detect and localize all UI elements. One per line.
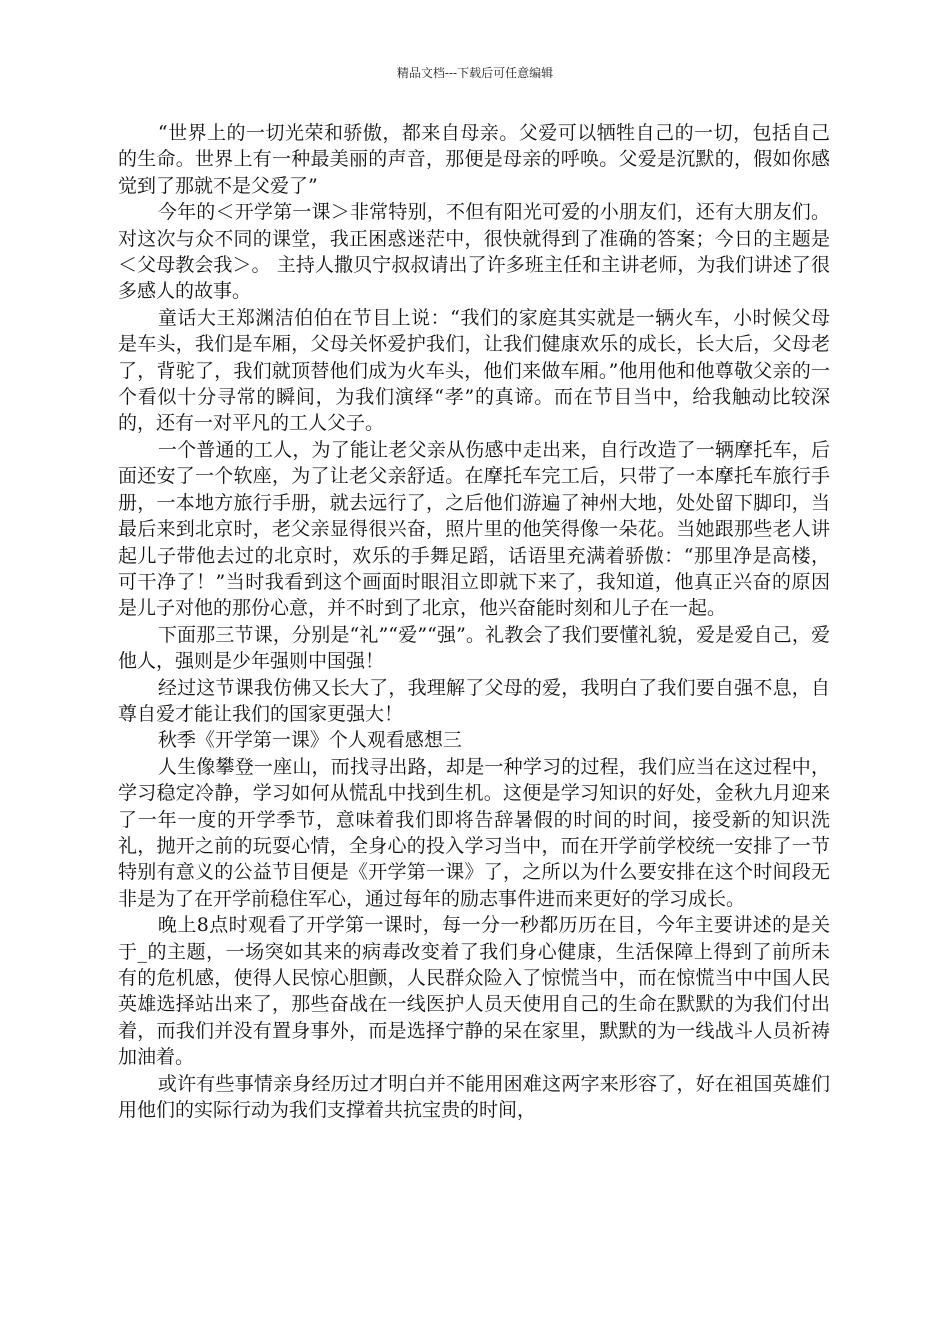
- paragraph-1: “世界上的一切光荣和骄傲，都来自母亲。父爱可以牺牲自己的一切，包括自己的生命。世界上有一种最美丽的声音，那便是母亲的呼唤。父爱是沉默的，假如你感觉到了那就不是父爱了”: [118, 122, 830, 197]
- paragraph-5: 下面那三节课，分别是“礼”“爱”“强”。礼教会了我们要懂礼貌，爱是爱自己，爱他人，强则是少年强则中国强！: [118, 623, 830, 673]
- paragraph-4: 一个普通的工人，为了能让老父亲从伤感中走出来，自行改造了一辆摩托车，后面还安了一个软座，为了让老父亲舒适。在摩托车完工后，只带了一本摩托车旅行手册，一本地方旅行手册，就去远行了，之后他们游遍了神州大地，处处留下脚印，当最后来到北京时，老父亲显得很兴奋，照片里的他笑得像一朵花。当她跟那些老人讲起儿子带他去过的北京时，欢乐的手舞足蹈，话语里充满着骄傲：“那里净是高楼，可干净了！”当时我看到这个画面时眼泪立即就下来了，我知道，他真正兴奋的原因是儿子对他的那份心意，并不时到了北京，他兴奋能时刻和儿子在一起。: [118, 438, 830, 620]
- paragraph-8: 晚上8点时观看了开学第一课时，每一分一秒都历历在目，今年主要讲述的是关于_的主题，一场突如其来的病毒改变着了我们身心健康，生活保障上得到了前所未有的危机感，使得人民惊心胆颤，人民群众险入了惊慌当中，而在惊慌当中中国人民英雄选择站出来了，那些奋战在一线医护人员天使用自己的生命在默默的为我们付出着，而我们并没有置身事外，而是选择宁静的呆在家里，默默的为一线战斗人员祈祷加油着。: [118, 914, 830, 1069]
- paragraph-9: 或许有些事情亲身经历过才明白并不能用困难这两字来形容了，好在祖国英雄们用他们的实际行动为我们支撑着共抗宝贵的时间，: [118, 1072, 830, 1122]
- paragraph-2: 今年的＜开学第一课＞非常特别，不但有阳光可爱的小朋友们，还有大朋友们。对这次与众不同的课堂，我正困惑迷茫中，很快就得到了准确的答案；今日的主题是＜父母教会我＞。 主持人撒贝宁叔叔请出了许多班主任和主讲老师，为我们讲述了很多感人的故事。: [118, 201, 830, 303]
- paragraph-6: 经过这节课我仿佛又长大了，我理解了父母的爱，我明白了我们要自强不息，自尊自爱才能让我们的国家更强大！: [118, 676, 830, 725]
- section-heading: 秋季《开学第一课》个人观看感想三: [157, 729, 462, 752]
- page-header: 精品文档---下载后可任意编辑: [396, 66, 554, 80]
- document-body: [118, 120, 830, 1123]
- paragraph-7: 人生像攀登一座山，而找寻出路，却是一种学习的过程，我们应当在这过程中，学习稳定冷静，学习如何从慌乱中找到生机。这便是学习知识的好处，金秋九月迎来了一年一度的开学季节，意味着我们即将告辞暑假的时间的时间，接受新的知识洗礼，抛开之前的玩耍心情，全身心的投入学习当中，而在开学前学校统一安排了一节特别有意义的公益节目便是《开学第一课》了，之所以为什么要安排在这个时间段无非是为了在开学前稳住军心，通过每年的励志事件进而来更好的学习成长。: [118, 755, 830, 910]
- paragraph-3: 童话大王郑渊洁伯伯在节目上说：“我们的家庭其实就是一辆火车，小时候父母是车头，我们是车厢，父母关怀爱护我们，让我们健康欢乐的成长，长大后，父母老了，背驼了，我们就顶替他们成为火车头，他们来做车厢。”他用他和他尊敬父亲的一个看似十分寻常的瞬间，为我们演绎“孝”的真谛。而在节目当中，给我触动比较深的，还有一对平凡的工人父子。: [118, 306, 830, 435]
